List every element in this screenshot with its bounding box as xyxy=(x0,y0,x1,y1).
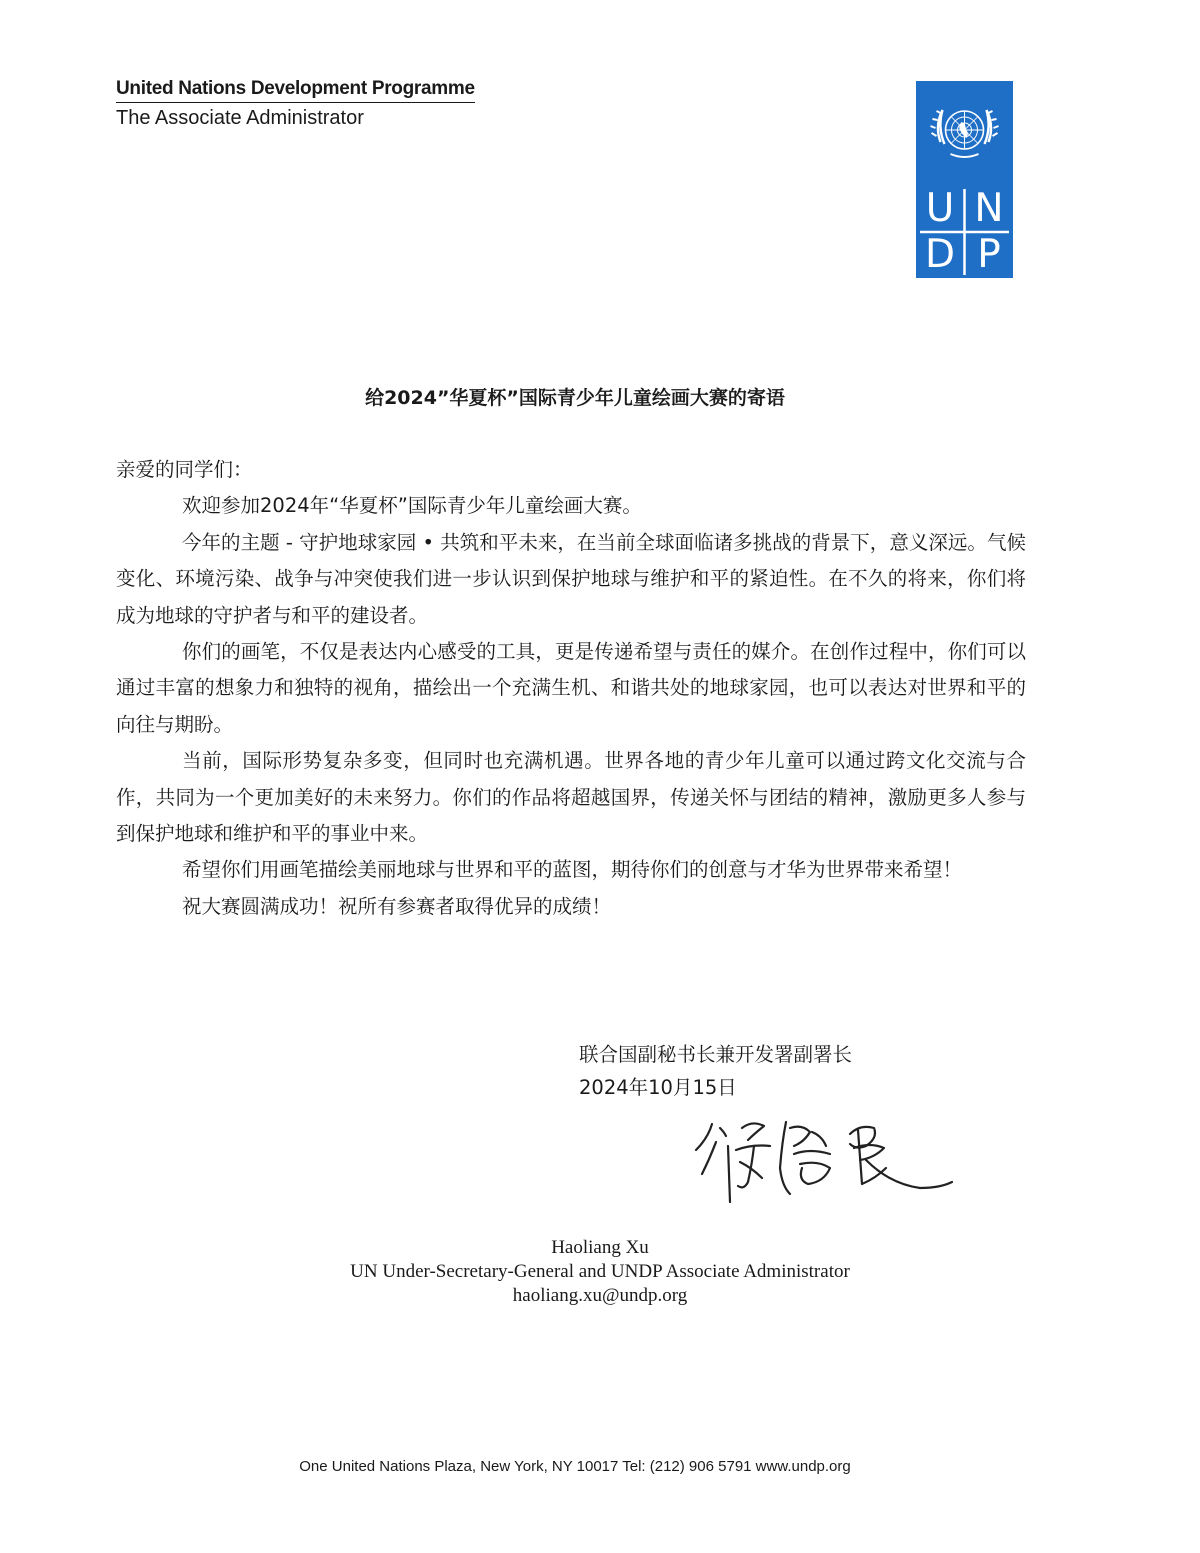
signature-block xyxy=(0,1236,1200,1308)
signoff xyxy=(579,1038,852,1104)
letter-date: 2024年10月15日 xyxy=(579,1076,737,1099)
signatory-name: Haoliang Xu xyxy=(551,1237,649,1258)
logo-letter-p: P xyxy=(977,232,1001,277)
signatory-email: haoliang.xu@undp.org xyxy=(512,1285,688,1306)
letter-paragraph: 欢迎参加2024年“华夏杯”国际青少年儿童绘画大赛。 xyxy=(182,494,642,518)
letter-paragraph: 你们的画笔，不仅是表达内心感受的工具，更是传递希望与责任的媒介。在创作过程中，你们可以通过丰富的想象力和独特的视角，描绘出一个充满生机、和谐共处的地球家园，也可以表达对世界和平的向往与期盼。 xyxy=(116,640,1026,736)
logo-letter-d: D xyxy=(924,232,956,277)
signatory-position: UN Under-Secretary-General and UNDP Associate Administrator xyxy=(350,1261,850,1282)
letter-paragraph: 希望你们用画笔描绘美丽地球与世界和平的蓝图，期待你们的创意与才华为世界带来希望！ xyxy=(182,858,963,882)
logo-letter-u: U xyxy=(925,186,955,231)
footer-address: One United Nations Plaza, New York, NY 10017 Tel: (212) 906 5791 www.undp.org xyxy=(299,1458,851,1475)
letter-paragraph: 今年的主题 - 守护地球家园 • 共筑和平未来，在当前全球面临诸多挑战的背景下，意义深远。气候变化、环境污染、战争与冲突使我们进一步认识到保护地球与维护和平的紧迫性。在不久的将来，你们将成为地球的守护者与和平的建设者。 xyxy=(116,530,1026,627)
signoff-title: 联合国副秘书长兼开发署副署长 xyxy=(579,1043,853,1066)
handwritten-signature xyxy=(690,1098,970,1212)
organization-name: United Nations Development Programme xyxy=(116,78,475,103)
letter-paragraph: 当前，国际形势复杂多变，但同时也充满机遇。世界各地的青少年儿童可以通过跨文化交流与合作，共同为一个更加美好的未来努力。你们的作品将超越国界，传递关怀与团结的精神，激励更多人参与到保护地球和维护和平的事业中来。 xyxy=(116,749,1026,846)
undp-logo xyxy=(916,81,1013,278)
letterhead xyxy=(116,78,475,130)
letter-body xyxy=(116,452,1026,925)
logo-letter-n: N xyxy=(974,186,1004,231)
letter-title: 给2024”华夏杯”国际青少年儿童绘画大赛的寄语 xyxy=(365,387,785,409)
organization-subtitle: The Associate Administrator xyxy=(116,107,364,129)
letter-greeting: 亲爱的同学们： xyxy=(116,458,253,481)
letter-paragraph: 祝大赛圆满成功！祝所有参赛者取得优异的成绩！ xyxy=(182,894,612,918)
